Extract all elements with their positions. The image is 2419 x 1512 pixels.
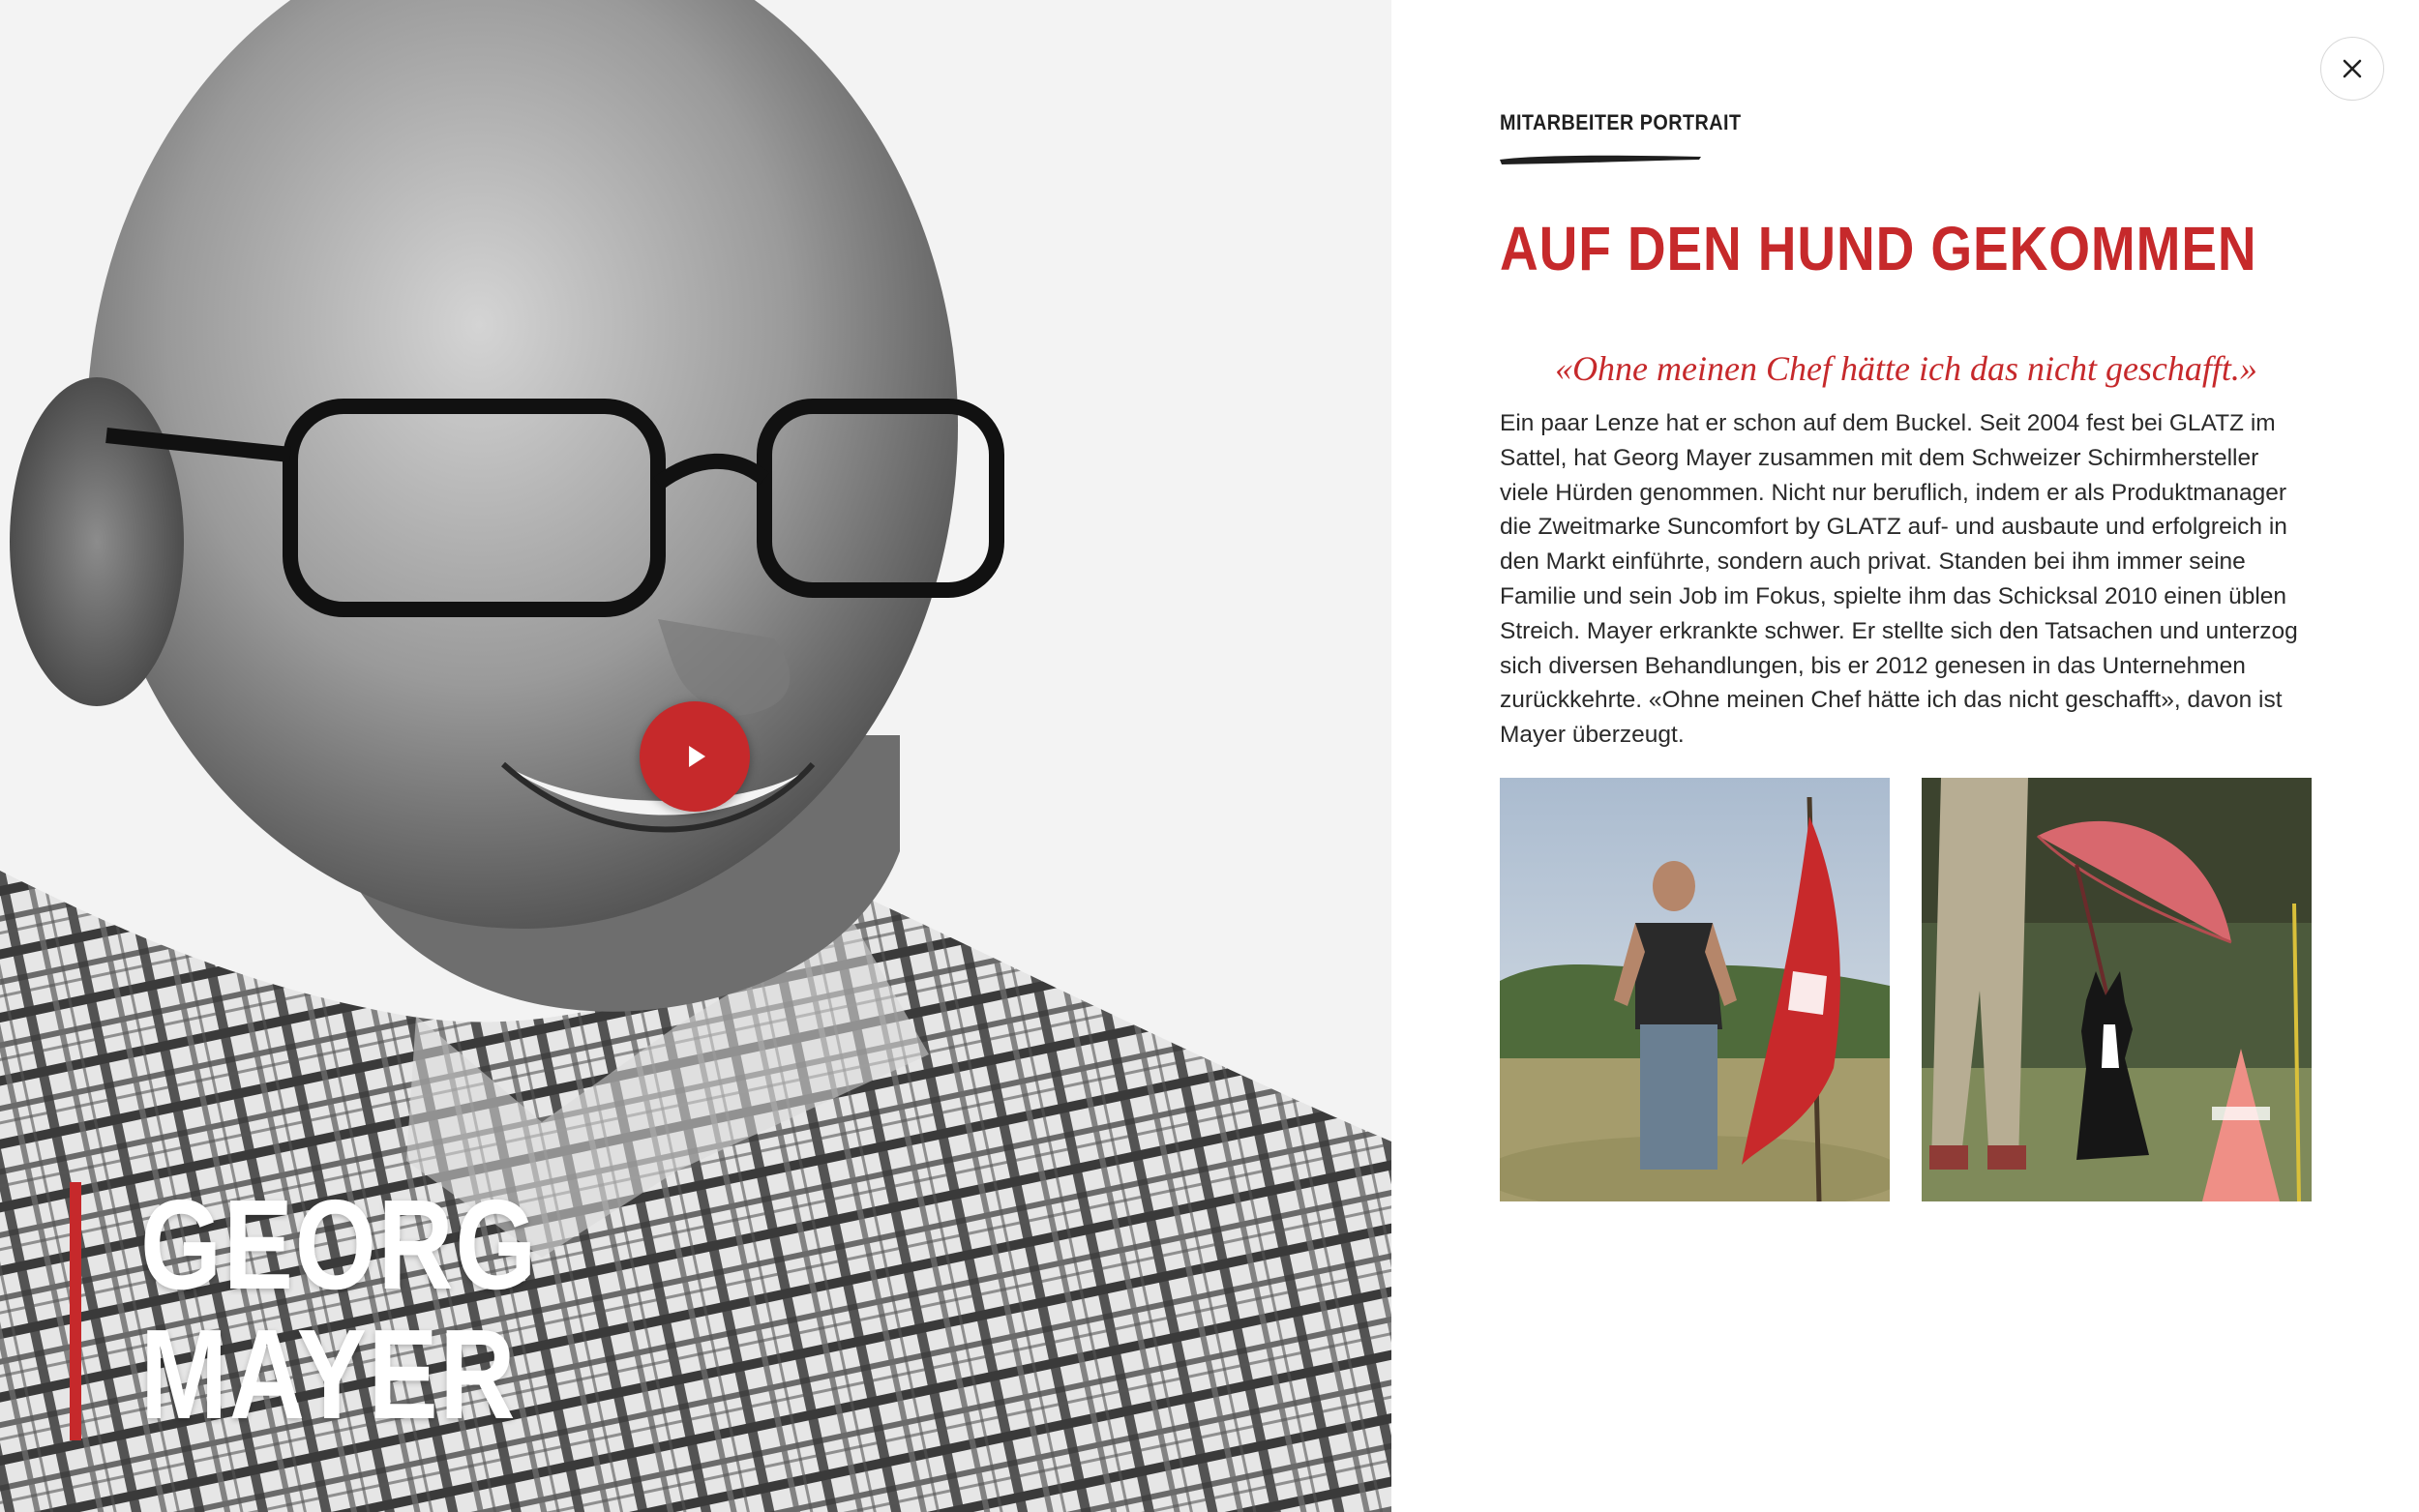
pull-quote: «Ohne meinen Chef hätte ich das nicht geschafft.»: [1555, 349, 2257, 388]
article-kicker: MITARBEITER PORTRAIT: [1500, 110, 1742, 134]
employee-name: [140, 1173, 539, 1445]
close-icon: [2341, 57, 2364, 80]
name-accent-bar: [70, 1182, 81, 1440]
article-headline: AUF DEN HUND GEKOMMEN: [1500, 214, 2257, 283]
photo-dog-with-umbrella[interactable]: [1922, 778, 2312, 1201]
photo-man-with-flag[interactable]: [1500, 778, 1890, 1201]
play-icon: [689, 746, 705, 767]
video-play-button[interactable]: [640, 701, 750, 812]
first-name: GEORG: [140, 1173, 539, 1316]
article-body: Ein paar Lenze hat er schon auf dem Buckel. Seit 2004 fest bei GLATZ im Sattel, hat Georg Mayer zusammen mit dem Schweizer Schirmhersteller viele Hürden genommen. Nicht nur beruflich, indem er als Produktmanager die Zweitmarke Suncomfort by GLATZ auf- und ausbaute und erfolgreich in den Markt einführte, sondern auch privat. Standen bei ihm immer seine Familie und sein Job im Fokus, spielte ihm das Schicksal 2010 einen üblen Streich. Mayer erkrankte schwer. Er stellte sich den Tatsachen und unterzog sich diversen Behandlungen, bis er 2012 genesen in das Unternehmen zurückkehrte. «Ohne meinen Chef hätte ich das nicht geschafft», davon ist Mayer überzeugt.: [1500, 410, 2298, 749]
close-button[interactable]: [2320, 37, 2384, 101]
brush-underline: [1500, 151, 1703, 166]
last-name: MAYER: [140, 1303, 518, 1445]
